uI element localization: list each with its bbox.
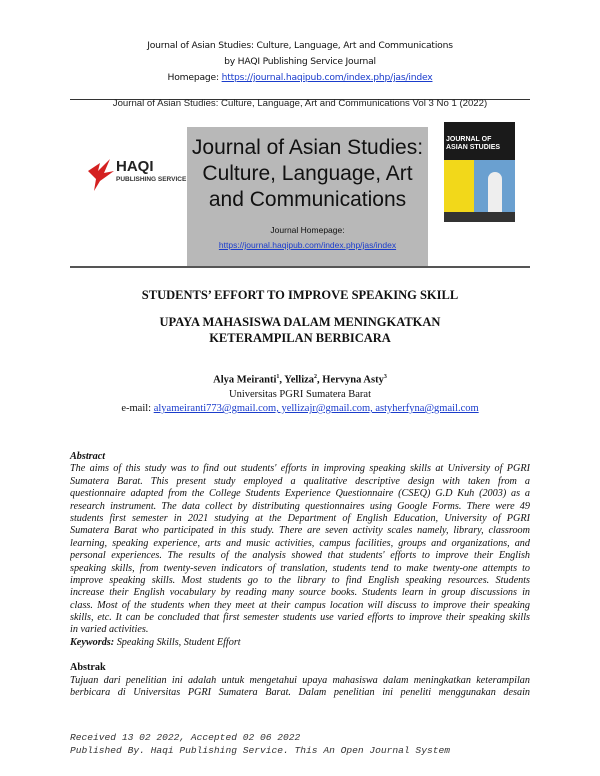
running-header: Journal of Asian Studies: Culture, Language, Art and Communications Vol 3 No 1 (2022) [112, 98, 488, 109]
divider [70, 266, 530, 268]
text-line: improve speaking skills. Most students go to the library to find English speaking resources. Students [70, 574, 530, 586]
logo-text: HAQI [116, 158, 154, 175]
text-line: Sumatera Barat. This present study employed a qualitative descriptive design with taken from a [70, 475, 530, 487]
cover-title: JOURNAL OF ASIAN STUDIES [446, 136, 513, 152]
paper-title: STUDENTS’ EFFORT TO IMPROVE SPEAKING SKILL [141, 288, 459, 302]
text-line: questionnaire adapted from the College Students Experience Questionnaire (CSEQ) G.D Kuh (2003) as a [70, 488, 530, 500]
logo-subtext: PUBLISHING SERVICE [116, 176, 187, 183]
email-line [0, 403, 600, 414]
paper-subtitle-line: KETERAMPILAN BERBICARA [209, 331, 391, 345]
journal-name: Journal of Asian Studies: Culture, Language, Art and Communications [147, 40, 453, 51]
text-line: berbicara di Universitas PGRI Sumatera Barat. Dalam penelitian ini peneliti menggunakan desain [70, 687, 530, 699]
keywords: Keywords: Speaking Skills, Student Effort [70, 636, 241, 648]
text-line: The aims of this study was to find out students' efforts in improving speaking skills at University of PGRI [70, 463, 530, 475]
abstract-heading: Abstract [70, 451, 106, 462]
banner-title-line: Journal of Asian Studies: [191, 136, 424, 159]
email-links[interactable]: alyameiranti773@gmail.com, yellizajr@gmail.com, astyherfyna@gmail.com [153, 403, 479, 414]
email-label: e-mail: [121, 403, 154, 414]
abstrak-heading: Abstrak [70, 662, 106, 673]
bird-icon [86, 157, 116, 191]
journal-banner [187, 127, 428, 267]
haqi-logo [86, 155, 187, 193]
text-line: research instrument. The data collect by distributing questionnaires using Google Forms. There were 49 [70, 500, 530, 512]
abstract-section [70, 451, 530, 649]
text-line: in varied activities. [70, 624, 149, 636]
text-line: students first semester in 2021 studying at the Department of English Education, University of PGRI [70, 512, 530, 524]
paper-subtitle-line: UPAYA MAHASISWA DALAM MENINGKATKAN [159, 315, 441, 329]
banner-homepage-link[interactable]: https://journal.haqipub.com/index.php/jas/index [218, 240, 397, 250]
text-line: class. Most of the students when they meet at their campus location will discuss to improve their speaking [70, 599, 530, 611]
text-line: Tujuan dari penelitian ini adalah untuk mengetahui upaya mahasiswa dalam meningkatkan keterampilan [70, 675, 530, 686]
banner-homepage-label: Journal Homepage: [270, 225, 345, 235]
authors: Alya Meiranti$^1$, Yelliza$^2$, Hervyna Asty$^3$ [213, 374, 387, 386]
homepage-line [0, 72, 600, 83]
text-line: speaking skills, from twenty-seven indicators of translation, students tend to make twenty-one attempts to [70, 562, 530, 574]
received-dates: Received 13 02 2022, Accepted 02 06 2022 [70, 732, 301, 743]
banner-title-line: and Communications [208, 188, 407, 211]
affiliation: Universitas PGRI Sumatera Barat [228, 389, 371, 400]
banner-title-line: Culture, Language, Art [202, 162, 413, 185]
abstrak-section [70, 662, 530, 700]
text-line: skills, etc. It can be concluded that first semester students use varied efforts to improve their speaking skills [70, 612, 530, 624]
text-line: Sumatera Barat who participated in this study. There are seven activity scales namely, library, classroom [70, 525, 530, 537]
journal-cover-image [444, 122, 515, 222]
publisher-note: Published By. Haqi Publishing Service. This An Open Journal System [70, 745, 450, 756]
homepage-link[interactable]: https://journal.haqipub.com/index.php/jas/index [221, 72, 433, 83]
text-line: increase their English vocabulary by reading many source books. Students learn in group discussions in [70, 587, 530, 599]
homepage-label: Homepage: [167, 72, 222, 83]
text-line: personal experiences. The results of the analysis showed that students' efforts to improve their English [70, 550, 530, 562]
publisher: by HAQI Publishing Service Journal [224, 56, 376, 67]
text-line: learning, speaking experience, arts and music activities, campus facilities, groups and organizations, and [70, 537, 530, 549]
